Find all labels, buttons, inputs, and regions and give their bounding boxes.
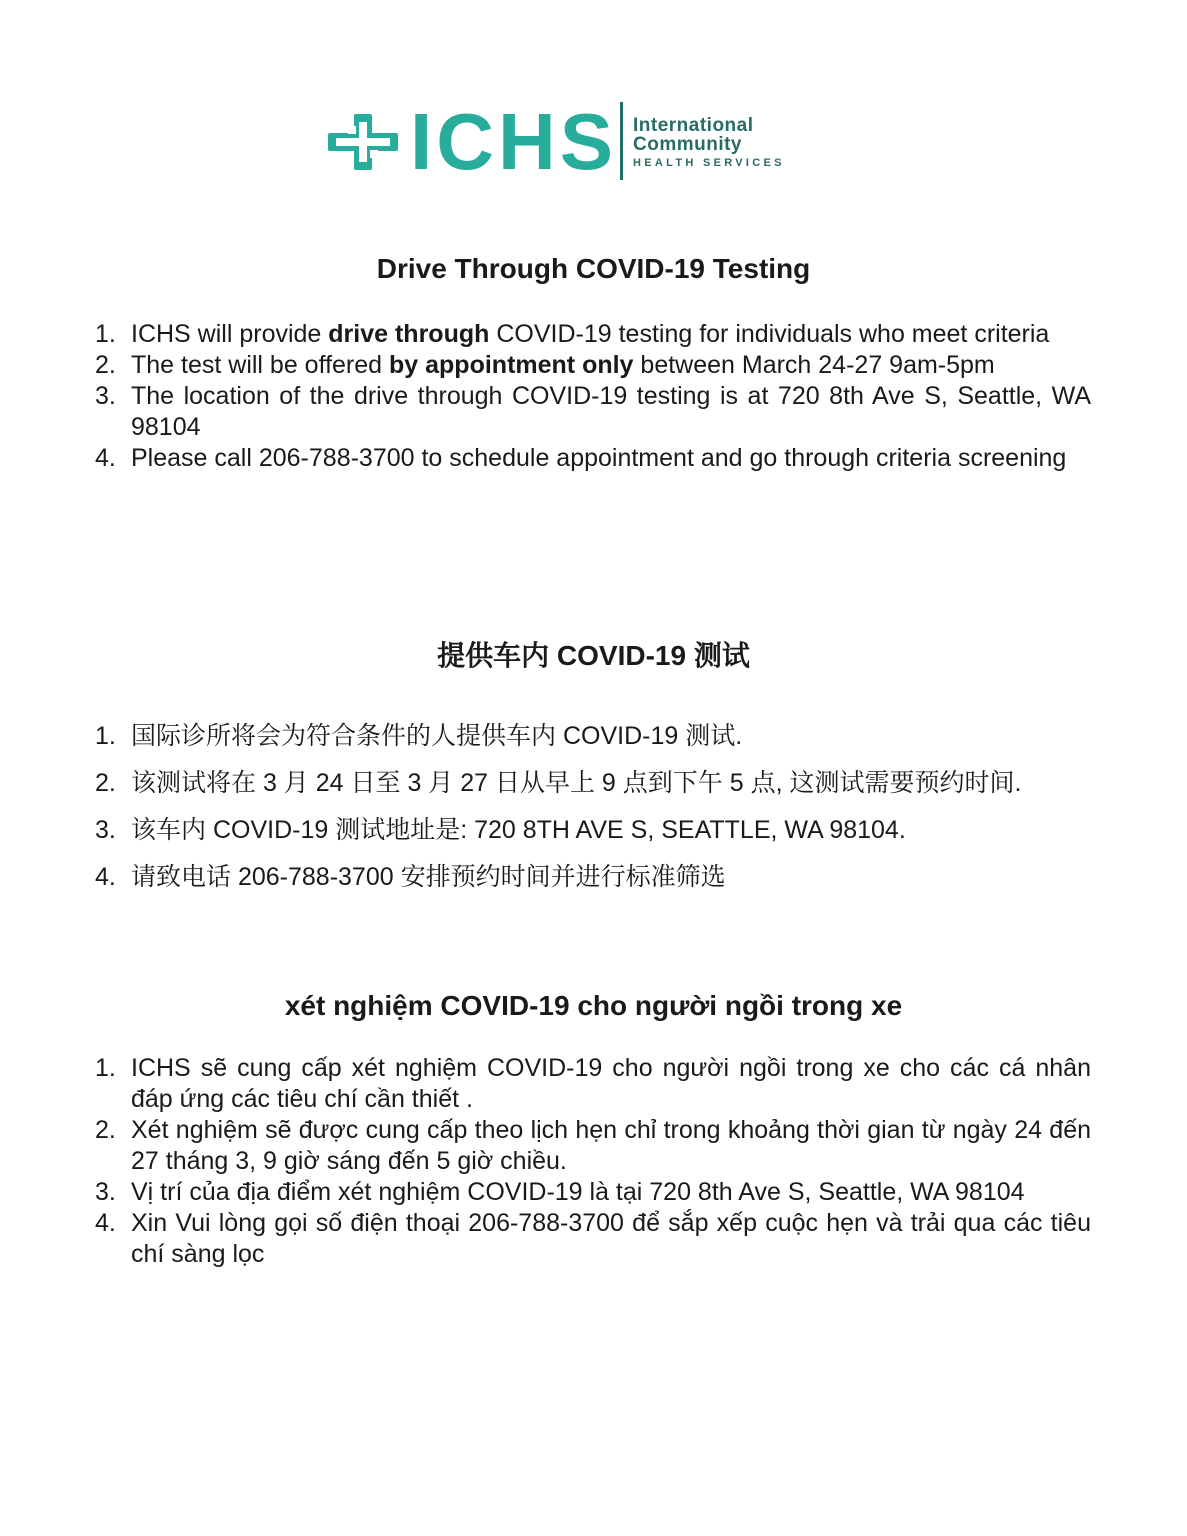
logo-wordmark: ICHS [410,97,618,186]
list-item: 3. 该车内 COVID-19 测试地址是: 720 8TH AVE S, SEATTLE, WA 98104. [95,816,906,844]
list-item: 2. 该测试将在 3 月 24 日至 3 月 27 日从早上 9 点到下午 5 点, 这测试需要预约时间. [95,769,1022,797]
item-number: 3. [95,382,116,410]
vietnamese-title: xét nghiệm COVID-19 cho người ngồi trong xe [284,990,903,1021]
item-number: 2. [95,769,116,797]
english-list [95,319,1091,474]
item-number: 3. [95,1178,116,1206]
ichs-logo [328,97,828,186]
english-title: Drive Through COVID-19 Testing [376,253,811,284]
list-item: 3. The location of the drive through COVID-19 testing is at 720 8th Ave S, Seattle, WA 98104 [95,382,1091,441]
item-number: 1. [95,1054,116,1082]
list-item: 3. Vị trí của địa điểm xét nghiệm COVID-19 là tại 720 8th Ave S, Seattle, WA 98104 [95,1178,1025,1206]
logo-subtitle [633,116,785,169]
list-item: 2. Xét nghiệm sẽ được cung cấp theo lịch hẹn chỉ trong khoảng thời gian từ ngày 24 đến 27 tháng 3, 9 giờ sáng đến 5 giờ chiều. [95,1116,1091,1175]
item-number: 3. [95,816,116,844]
item-number: 2. [95,1116,116,1144]
logo-divider [620,102,623,180]
logo-subtitle-line3: HEALTH SERVICES [633,157,785,169]
chinese-title: 提供车内 COVID-19 测试 [437,640,750,671]
list-item: 1. ICHS will provide drive through COVID-19 testing for individuals who meet criteria [95,320,1050,348]
list-item: 4. Xin Vui lòng gọi số điện thoại 206-788-3700 để sắp xếp cuộc hẹn và trải qua các tiêu chí sàng lọc [95,1209,1091,1268]
list-item: 2. The test will be offered by appointment only between March 24-27 9am-5pm [95,351,995,379]
item-number: 2. [95,351,116,379]
vietnamese-list [95,1053,1091,1270]
logo-subtitle-line2: Community [633,134,742,155]
item-number: 4. [95,863,116,891]
list-item: 4. Please call 206-788-3700 to schedule appointment and go through criteria screening [95,444,1067,472]
item-number: 4. [95,1209,116,1237]
list-item: 4. 请致电话 206-788-3700 安排预约时间并进行标准筛选 [95,863,726,891]
list-item: 1. ICHS sẽ cung cấp xét nghiệm COVID-19 cho người ngồi trong xe cho các cá nhân đáp ứng các tiêu chí cần thiết . [95,1054,1091,1113]
item-number: 1. [95,722,116,750]
item-number: 4. [95,444,116,472]
medical-cross-icon [328,114,398,170]
list-item: 1. 国际诊所将会为符合条件的人提供车内 COVID-19 测试. [95,722,743,750]
item-number: 1. [95,320,116,348]
chinese-list [95,721,1091,909]
logo-subtitle-line1: International [633,115,754,136]
